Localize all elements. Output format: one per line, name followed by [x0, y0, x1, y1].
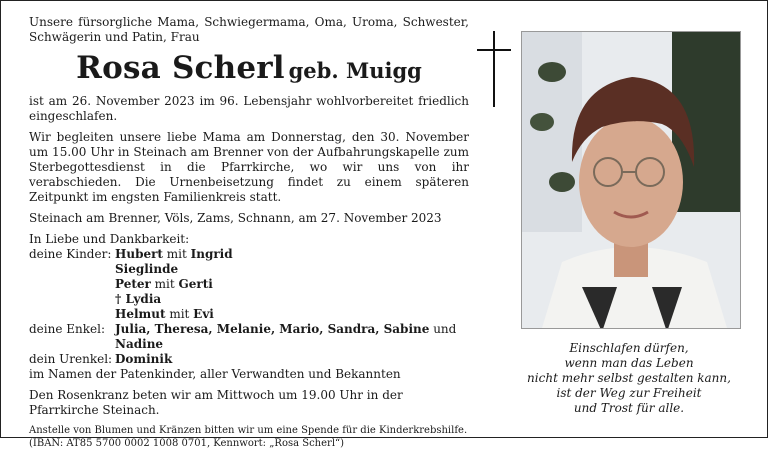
child-entry: Sieglinde: [115, 262, 179, 276]
grandchildren-names: Julia, Theresa, Melanie, Mario, Sandra, Sabine und Nadine: [115, 322, 457, 351]
poem: [507, 341, 751, 416]
gratitude-line: In Liebe und Dankbarkeit:: [29, 232, 190, 246]
deceased-name: Rosa Scherl: [76, 50, 285, 86]
child-entry: † Lydia: [115, 292, 162, 306]
intro-text: Unsere fürsorgliche Mama, Schwiegermama, Oma, Uroma, Schwester, Schwägerin und Patin, Frau: [29, 15, 469, 44]
family-list: [29, 247, 469, 367]
greatgrandchild-name: Dominik: [115, 352, 173, 366]
greatgrandchild-label: dein Urenkel:: [29, 352, 113, 366]
poem-line: wenn man das Leben: [564, 356, 694, 370]
grandchildren-label: deine Enkel:: [29, 322, 106, 336]
rosary-notice: Den Rosenkranz beten wir am Mittwoch um 19.00 Uhr in der Pfarrkirche Steinach.: [29, 388, 403, 417]
poem-line: nicht mehr selbst gestalten kann,: [527, 371, 731, 385]
on-behalf-line: im Namen der Patenkinder, aller Verwandten und Bekannten: [29, 367, 401, 381]
donation-notice: Anstelle von Blumen und Kränzen bitten wir um eine Spende für die Kinderkrebshilfe. (IBAN: AT85 5700 0002 1008 0701, Kennwort: „Rosa Scherl“): [29, 425, 468, 449]
notice-text-column: [29, 15, 469, 450]
cross-icon: [477, 31, 511, 107]
child-entry: Helmut mit Evi: [115, 307, 214, 321]
place-and-date: Steinach am Brenner, Völs, Zams, Schnann, am 27. November 2023: [29, 211, 442, 225]
poem-line: Einschlafen dürfen,: [569, 341, 689, 355]
child-entry: Peter mit Gerti: [115, 277, 213, 291]
death-notice: ist am 26. November 2023 im 96. Lebensjahr wohlvorbereitet friedlich eingeschlafen.: [29, 94, 469, 123]
deceased-name-line: [29, 51, 469, 91]
maiden-name: geb. Muigg: [288, 58, 422, 83]
funeral-details: Wir begleiten unsere liebe Mama am Donnerstag, den 30. November um 15.00 Uhr in Steinach am Brenner von der Aufbahrungskapelle zum Sterbegottesdienst in die Pfarrkirche, wo wir uns von ihr verabschieden. Die Urnenbeisetzung findet zu einem späteren Zeitpunkt im engsten Familienkreis statt.: [29, 130, 469, 204]
child-entry: Hubert mit Ingrid: [115, 247, 233, 261]
poem-line: ist der Weg zur Freiheit: [556, 386, 702, 400]
children-label: deine Kinder:: [29, 247, 112, 261]
portrait-photo: [521, 31, 741, 329]
poem-line: und Trost für alle.: [573, 401, 685, 415]
